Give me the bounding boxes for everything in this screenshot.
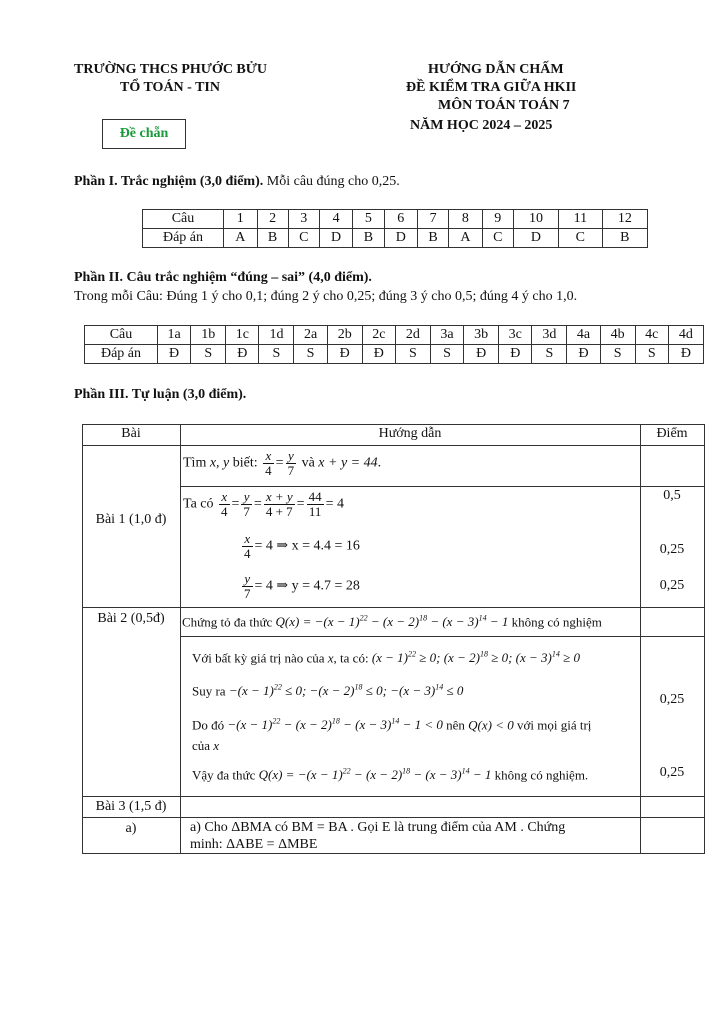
school-year: NĂM HỌC 2024 – 2025	[410, 118, 553, 133]
fraction-y-7	[241, 490, 252, 518]
part2-a-1a: Đ	[158, 345, 191, 364]
bai1-prompt: Tìm x, y biết: $\frac{x}{4}$ = $\frac{y}{7}$ và x + y = 44.	[183, 448, 382, 478]
part1-title: Phần I. Trắc nghiệm (3,0 điểm).	[74, 174, 264, 189]
bai1-step1: Ta có $\frac{x}{4}$ = $\frac{y}{7}$ = $\frac{x + y}{4 + 7}$ = $\frac{44}{11}$ = 4	[183, 489, 344, 519]
bai1-step1-prefix: Ta có	[183, 496, 214, 512]
part2-a-1c: Đ	[226, 345, 259, 364]
part1-q-3: 3	[288, 210, 319, 229]
part2-a-4d: Đ	[668, 345, 703, 364]
bai1-step1-result: = 4	[325, 496, 344, 512]
part1-a-9: C	[482, 229, 513, 248]
part1-question-label: Câu	[143, 210, 224, 229]
bai3-text-line1: a) Cho ΔBMA có BM = BA . Gọi E là trung điểm của AM . Chứng	[190, 820, 566, 835]
frac-den: 4	[244, 545, 251, 561]
bai2-prompt-text: Chứng tỏ đa thức	[182, 614, 273, 630]
part2-a-3d: S	[532, 345, 567, 364]
part1-q-8: 8	[449, 210, 483, 229]
bai2-line3-cont-text: của	[192, 738, 211, 753]
part2-a-2b: Đ	[327, 345, 362, 364]
fraction-y-7	[242, 572, 253, 600]
part1-a-5: B	[353, 229, 384, 248]
part2-q-2a: 2a	[294, 326, 327, 345]
part2-q-2b: 2b	[327, 326, 362, 345]
part1-q-11: 11	[559, 210, 603, 229]
bai1-label: Bài 1 (1,0 đ)	[95, 512, 167, 527]
part2-question-label: Câu	[85, 326, 158, 345]
part2-q-1b: 1b	[191, 326, 226, 345]
part1-q-12: 12	[602, 210, 647, 229]
part2-q-4c: 4c	[635, 326, 668, 345]
bai2-score-2: 0,25	[659, 765, 685, 780]
part2-a-3a: S	[430, 345, 463, 364]
bai1-step3-result: = 4 ⇒ y = 4.7 = 28	[254, 578, 360, 594]
col-header-bai: Bài	[121, 426, 141, 441]
part2-a-1b: S	[191, 345, 226, 364]
bai2-prompt-tail: không có nghiệm	[511, 614, 602, 630]
part1-a-6: D	[384, 229, 418, 248]
frac-den: 4	[265, 462, 272, 478]
frac-den: 7	[244, 585, 251, 601]
part1-a-7: B	[418, 229, 449, 248]
bai2-line3: Do đó $-(x - 1)^{22} - (x - 2)^{18} - (x - 3)^{14} - 1 < 0$ nên Q(x) < 0 với mọi giá trị	[192, 717, 592, 733]
part1-note: Mỗi câu đúng cho 0,25.	[263, 174, 400, 189]
part2-answer-label: Đáp án	[85, 345, 158, 364]
part2-q-1a: 1a	[158, 326, 191, 345]
frac-num: y	[242, 572, 253, 587]
department-name: TỔ TOÁN - TIN	[120, 80, 220, 95]
bai2-line4-prefix: Vậy đa thức	[192, 767, 256, 783]
part2-a-3b: Đ	[464, 345, 499, 364]
part2-q-3c: 3c	[499, 326, 532, 345]
part1-q-7: 7	[418, 210, 449, 229]
bai1-prompt-mid: biết:	[229, 455, 262, 471]
bai1-prompt-vars: x, y	[209, 455, 230, 471]
frac-den: 4	[221, 503, 228, 519]
part1-a-8: A	[449, 229, 483, 248]
bai2-line3-tail1: nên	[446, 717, 465, 733]
part2-q-4b: 4b	[600, 326, 635, 345]
fraction-44-11	[307, 490, 324, 518]
part1-a-4: D	[319, 229, 353, 248]
frac-num: y	[286, 449, 297, 464]
part1-a-11: C	[559, 229, 603, 248]
part2-a-4c: S	[635, 345, 668, 364]
part1-q-5: 5	[353, 210, 384, 229]
school-name: TRƯỜNG THCS PHƯỚC BỬU	[74, 62, 268, 77]
bai2-line1-mid: , ta có:	[333, 650, 369, 666]
part1-a-3: C	[288, 229, 319, 248]
bai2-line4: Vậy đa thức $Q(x) = -(x - 1)^{22} - (x - 2)^{18} - (x - 3)^{14} - 1$ không có nghiệm.	[192, 767, 589, 783]
part2-a-3c: Đ	[499, 345, 532, 364]
bai2-line3-tail2: với mọi giá trị	[517, 717, 592, 733]
fraction-y-7	[286, 449, 297, 477]
part2-q-4a: 4a	[567, 326, 600, 345]
bai1-prompt-prefix: Tìm	[183, 455, 210, 471]
part2-a-4a: Đ	[567, 345, 600, 364]
exam-name: ĐỀ KIỂM TRA GIỮA HKII	[406, 80, 577, 95]
bai2-label: Bài 2 (0,5đ)	[97, 611, 165, 626]
frac-den: 11	[308, 503, 322, 519]
frac-den: 7	[287, 462, 295, 478]
part2-note: Trong mỗi Câu: Đúng 1 ý cho 0,1; đúng 2 ý cho 0,25; đúng 3 ý cho 0,5; đúng 4 ý cho 1,0.	[74, 289, 578, 304]
bai3-label: Bài 3 (1,5 đ)	[95, 799, 167, 814]
bai2-line2: Suy ra $-(x - 1)^{22} \le 0$; $-(x - 2)^{18} \le 0$; $-(x - 3)^{14} \le 0$	[192, 683, 464, 699]
bai2-line1: Với bất kỳ giá trị nào của x, ta có: $(x - 1)^{22} \ge 0$; $(x - 2)^{18} \ge 0$; $(x - 3)^{14} \ge 0$	[192, 650, 580, 666]
part2-a-2c: Đ	[362, 345, 395, 364]
col-header-guide: Hướng dẫn	[378, 426, 442, 441]
part1-q-2: 2	[257, 210, 288, 229]
bai2-line3-prefix: Do đó	[192, 717, 225, 733]
fraction-x-4	[242, 532, 253, 560]
part2-title: Phần II. Câu trắc nghiệm “đúng – sai” (4,0 điểm).	[74, 270, 372, 285]
bai1-step3	[240, 572, 360, 600]
frac-den: 4 + 7	[265, 503, 293, 519]
part1-q-6: 6	[384, 210, 418, 229]
bai2-line1-prefix: Với bất kỳ giá trị nào của	[192, 650, 328, 666]
part2-q-3b: 3b	[464, 326, 499, 345]
part2-q-4d: 4d	[668, 326, 703, 345]
part2-q-1d: 1d	[259, 326, 294, 345]
fraction-sum	[264, 490, 295, 518]
part1-a-12: B	[602, 229, 647, 248]
fraction-x-4	[219, 490, 230, 518]
bai1-step2	[240, 532, 360, 560]
part2-q-1c: 1c	[226, 326, 259, 345]
bai2-prompt	[182, 614, 602, 630]
frac-num: x + y	[264, 490, 295, 505]
bai3-text-line2: minh: ΔABE = ΔMBE	[190, 837, 318, 852]
bai1-sum-equation: x + y = 44	[318, 455, 378, 471]
bai1-score-1: 0,5	[663, 488, 681, 503]
part1-a-1: A	[224, 229, 258, 248]
exam-variant-badge: Đề chẵn	[102, 119, 186, 149]
part2-a-1d: S	[259, 345, 294, 364]
bai2-score-1: 0,25	[659, 692, 685, 707]
part2-a-4b: S	[600, 345, 635, 364]
bai1-prompt-and: và	[301, 455, 319, 471]
part2-a-2d: S	[395, 345, 430, 364]
bai2-poly: $Q(x) = -(x - 1)^{22} - (x - 2)^{18} - (x - 3)^{14} - 1$	[275, 614, 509, 630]
frac-num: 44	[308, 489, 322, 504]
bai2-line2-prefix: Suy ra	[192, 683, 226, 699]
bai3-sub-label: a)	[125, 821, 137, 836]
part1-a-2: B	[257, 229, 288, 248]
part1-answer-label: Đáp án	[143, 229, 224, 248]
frac-den: 7	[243, 503, 250, 519]
part2-q-3a: 3a	[430, 326, 463, 345]
part2-a-2a: S	[294, 345, 327, 364]
frac-num: x	[263, 449, 274, 464]
doc-title: HƯỚNG DẪN CHẤM	[428, 62, 564, 77]
part2-q-2d: 2d	[395, 326, 430, 345]
part2-q-3d: 3d	[532, 326, 567, 345]
frac-num: x	[219, 490, 230, 505]
part1-q-10: 10	[513, 210, 558, 229]
bai1-score-2: 0,25	[659, 542, 685, 557]
part1-q-9: 9	[482, 210, 513, 229]
frac-num: y	[241, 490, 252, 505]
fraction-x-4	[263, 449, 274, 477]
part2-q-2c: 2c	[362, 326, 395, 345]
bai2-line4-tail: không có nghiệm.	[494, 767, 589, 783]
part3-title: Phần III. Tự luận (3,0 điểm).	[74, 387, 247, 402]
part1-q-4: 4	[319, 210, 353, 229]
frac-num: x	[242, 532, 253, 547]
bai2-line3-cont: của x	[192, 738, 220, 753]
subject-name: MÔN TOÁN TOÁN 7	[438, 98, 570, 113]
col-header-score: Điểm	[656, 426, 688, 441]
poly-head: Q(x) = −(x − 1)	[275, 614, 360, 630]
part1-q-1: 1	[224, 210, 258, 229]
part1-a-10: D	[513, 229, 558, 248]
bai1-step2-result: = 4 ⇒ x = 4.4 = 16	[254, 538, 360, 554]
bai1-score-3: 0,25	[659, 578, 685, 593]
